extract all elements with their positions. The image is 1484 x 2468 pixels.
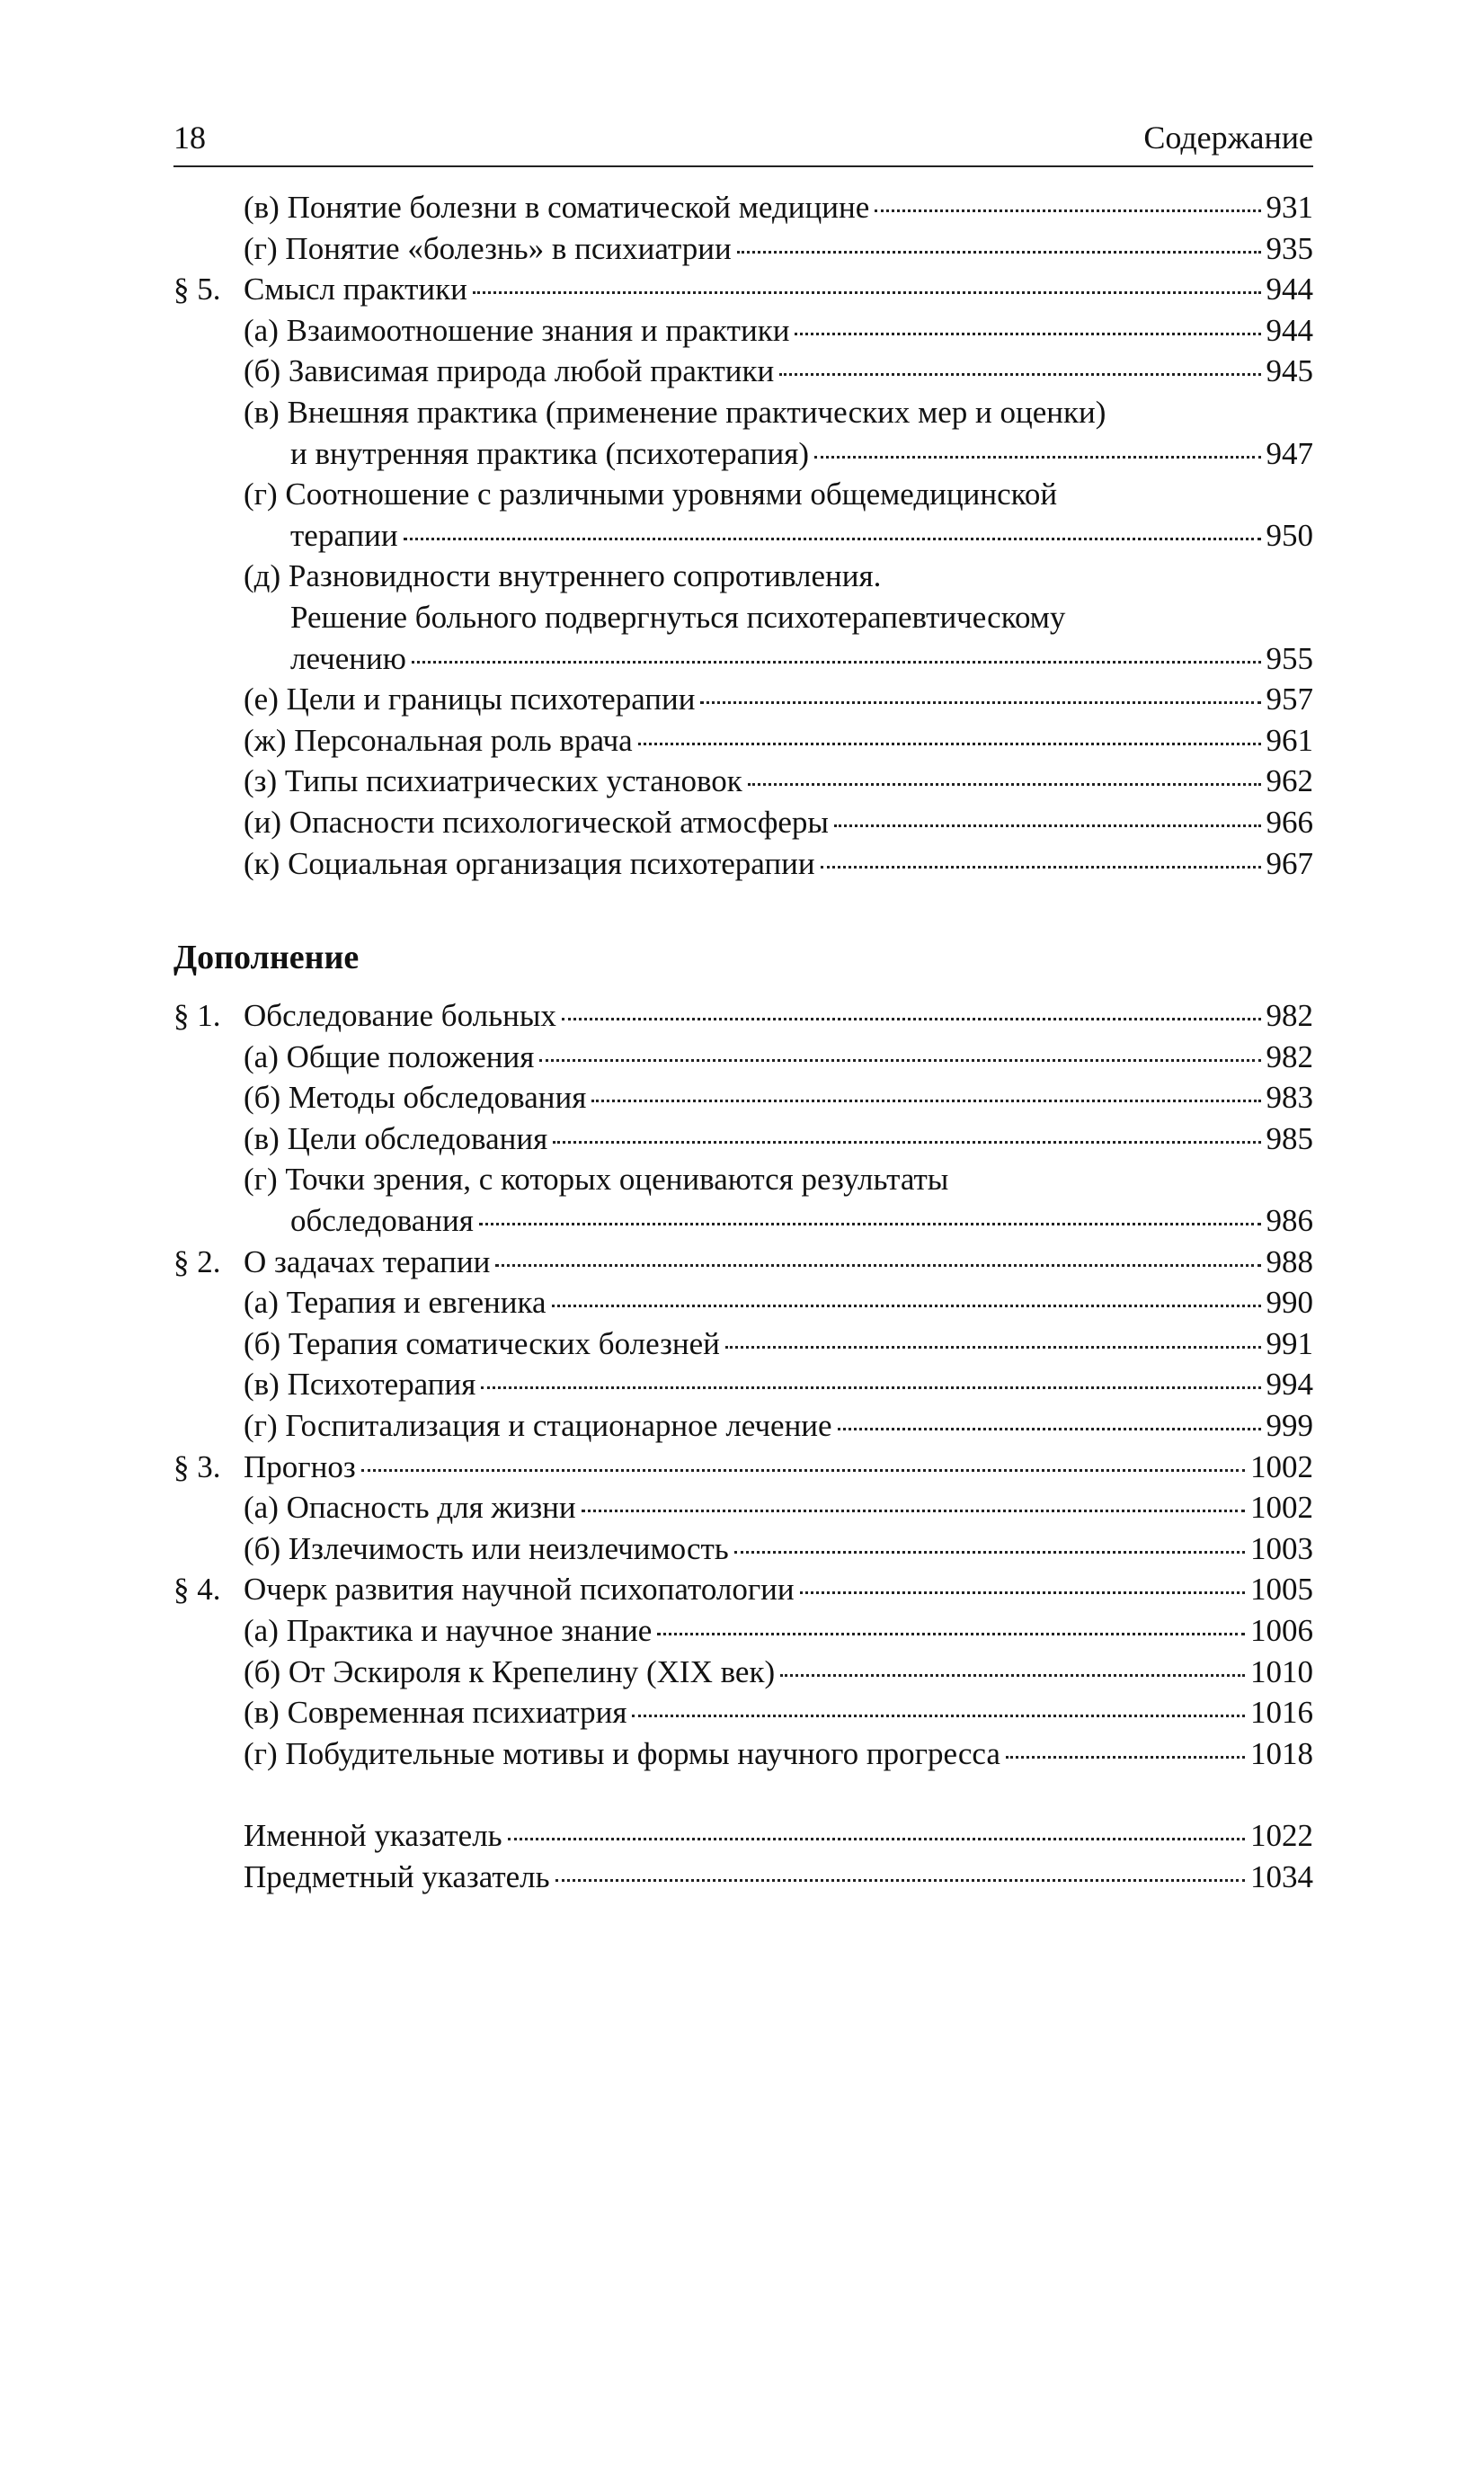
dot-leader: [821, 866, 1261, 869]
toc-subsection-entry: [173, 1815, 1313, 1857]
entry-title: (и) Опасности психологической атмосферы: [244, 804, 829, 840]
toc-subsection-entry: [173, 1118, 1313, 1160]
dot-leader: [795, 333, 1260, 335]
entry-title: терапии: [290, 517, 398, 553]
entry-title: (а) Взаимоотношение знания и практики: [244, 312, 790, 348]
toc-entry-row: [173, 1692, 1313, 1733]
entry-page-number: 955: [1266, 640, 1313, 676]
section-number: § 5.: [173, 272, 221, 307]
dot-leader: [780, 1674, 1245, 1677]
entry-page-number: 944: [1266, 272, 1313, 307]
page-number: 18: [173, 120, 206, 156]
entry-title: (а) Общие положения: [244, 1038, 535, 1074]
entry-page-number: 947: [1266, 435, 1313, 471]
dot-leader: [800, 1591, 1245, 1594]
entry-page-number: 1006: [1250, 1613, 1313, 1648]
toc-subsection-entry: [173, 1857, 1313, 1898]
dot-leader: [834, 824, 1261, 827]
entry-title: (б) От Эскироля к Крепелину (XIX век): [244, 1653, 776, 1689]
dot-leader: [638, 743, 1261, 745]
toc-subsection-entry: [173, 1528, 1313, 1570]
entry-title: (з) Типы психиатрических установок: [244, 763, 742, 799]
entry-title: (а) Опасность для жизни: [244, 1490, 576, 1526]
dot-leader: [473, 291, 1261, 294]
entry-page-number: 991: [1266, 1325, 1313, 1361]
toc-entry-row: [173, 761, 1313, 802]
toc-subsection-entry: [173, 474, 1313, 556]
toc-subsection-entry: [173, 1692, 1313, 1733]
toc-entry-row: [173, 679, 1313, 720]
entry-title: (в) Психотерапия: [244, 1367, 476, 1403]
toc-list-main: [173, 187, 1313, 884]
entry-title: (ж) Персональная роль врача: [244, 722, 633, 758]
toc-entry-row: [173, 1857, 1313, 1898]
entry-title: (а) Практика и научное знание: [244, 1613, 653, 1648]
toc-entry-row: [173, 802, 1313, 843]
dot-leader: [779, 373, 1260, 376]
dot-leader: [404, 538, 1261, 540]
entry-title-line: (г) Точки зрения, с которых оцениваются результаты: [244, 1162, 949, 1198]
toc-entry-row: [173, 433, 1313, 475]
entry-title: (б) Зависимая природа любой практики: [244, 353, 775, 389]
appendix-heading: Дополнение: [173, 939, 360, 977]
entry-page-number: 945: [1266, 353, 1313, 389]
toc-subsection-entry: [173, 556, 1313, 679]
section-number: § 3.: [173, 1448, 221, 1484]
dot-leader: [737, 251, 1261, 254]
dot-leader: [508, 1838, 1245, 1840]
entry-page-number: 950: [1266, 517, 1313, 553]
dot-leader: [875, 209, 1260, 212]
dot-leader: [539, 1059, 1260, 1062]
toc-subsection-entry: [173, 1037, 1313, 1078]
toc-section-entry: [173, 995, 1313, 1037]
toc-entry-row: [173, 1242, 1313, 1283]
entry-title: Именной указатель: [244, 1818, 502, 1854]
toc-subsection-entry: [173, 1652, 1313, 1693]
toc-section-entry: [173, 1447, 1313, 1488]
entry-title: (г) Понятие «болезнь» в психиатрии: [244, 230, 732, 266]
toc-subsection-entry: [173, 1610, 1313, 1652]
toc-section-entry: [173, 1242, 1313, 1283]
toc-subsection-entry: [173, 392, 1313, 474]
entry-page-number: 1002: [1250, 1448, 1313, 1484]
dot-leader: [481, 1386, 1260, 1389]
entry-title: (в) Понятие болезни в соматической медицине: [244, 190, 870, 225]
dot-leader: [361, 1469, 1245, 1472]
toc-entry-row: [173, 638, 1313, 680]
dot-leader: [582, 1510, 1245, 1512]
dot-leader: [632, 1715, 1245, 1717]
entry-page-number: 1018: [1250, 1735, 1313, 1771]
section-number: § 2.: [173, 1243, 221, 1279]
toc-subsection-entry: [173, 1733, 1313, 1775]
toc-subsection-entry: [173, 228, 1313, 270]
entry-page-number: 931: [1266, 190, 1313, 225]
toc-entry-row: [173, 1652, 1313, 1693]
entry-page-number: 982: [1266, 998, 1313, 1034]
entry-title: О задачах терапии: [244, 1243, 491, 1279]
dot-leader: [412, 661, 1261, 664]
toc-section-entry: [173, 269, 1313, 310]
entry-title: (а) Терапия и евгеника: [244, 1285, 547, 1321]
entry-title-line: (в) Внешняя практика (применение практических мер и оценки): [244, 394, 1106, 430]
section-number: § 1.: [173, 998, 221, 1034]
entry-title: Обследование больных: [244, 998, 556, 1034]
toc-entry-row: [173, 843, 1313, 885]
entry-page-number: 966: [1266, 804, 1313, 840]
entry-page-number: 1010: [1250, 1653, 1313, 1689]
dot-leader: [591, 1100, 1260, 1102]
dot-leader: [657, 1633, 1245, 1635]
entry-page-number: 986: [1266, 1203, 1313, 1239]
toc-entry-row: [173, 1487, 1313, 1528]
toc-list-appendix: [173, 995, 1313, 1774]
toc-subsection-entry: [173, 1282, 1313, 1323]
toc-subsection-entry: [173, 1405, 1313, 1447]
section-number: § 4.: [173, 1572, 221, 1608]
entry-title: Смысл практики: [244, 272, 467, 307]
dot-leader: [700, 701, 1260, 704]
toc-entry-row: [173, 1405, 1313, 1447]
toc-entry-row: [173, 720, 1313, 762]
running-head: [173, 115, 1313, 167]
toc-entry-row: [173, 1610, 1313, 1652]
entry-title: (к) Социальная организация психотерапии: [244, 845, 815, 881]
entry-page-number: 988: [1266, 1243, 1313, 1279]
entry-title: (г) Побудительные мотивы и формы научного прогресса: [244, 1735, 1000, 1771]
entry-page-number: 1022: [1250, 1818, 1313, 1854]
entry-page-number: 935: [1266, 230, 1313, 266]
dot-leader: [814, 456, 1261, 459]
entry-title: (б) Терапия соматических болезней: [244, 1325, 720, 1361]
toc-subsection-entry: [173, 1159, 1313, 1241]
toc-subsection-entry: [173, 720, 1313, 762]
entry-page-number: 983: [1266, 1080, 1313, 1116]
toc-subsection-entry: [173, 843, 1313, 885]
entry-title: Очерк развития научной психопатологии: [244, 1572, 795, 1608]
toc-subsection-entry: [173, 761, 1313, 802]
toc-entry-row: [173, 1815, 1313, 1857]
entry-title: и внутренняя практика (психотерапия): [290, 435, 809, 471]
toc-entry-row: [173, 1118, 1313, 1160]
entry-title: обследования: [290, 1203, 474, 1239]
toc-list-indexes: [173, 1815, 1313, 1897]
entry-title: Предметный указатель: [244, 1858, 550, 1894]
toc-entry-row: [173, 1037, 1313, 1078]
entry-page-number: 999: [1266, 1408, 1313, 1444]
toc-entry-row: [173, 1733, 1313, 1775]
toc-section-entry: [173, 1569, 1313, 1610]
toc-subsection-entry: [173, 679, 1313, 720]
book-page: [173, 115, 1313, 1898]
toc-entry-row: [173, 1447, 1313, 1488]
entry-page-number: 957: [1266, 682, 1313, 717]
dot-leader: [555, 1879, 1245, 1882]
entry-title-line: (д) Разновидности внутреннего сопротивления.: [244, 558, 882, 594]
toc-subsection-entry: [173, 351, 1313, 392]
dot-leader: [495, 1264, 1260, 1267]
toc-entry-row: [173, 1077, 1313, 1118]
toc-entry-row: [173, 1364, 1313, 1405]
dot-leader: [725, 1346, 1261, 1349]
toc-entry-row: [173, 995, 1313, 1037]
toc-subsection-entry: [173, 187, 1313, 228]
dot-leader: [734, 1551, 1245, 1554]
toc-subsection-entry: [173, 1323, 1313, 1365]
dot-leader: [552, 1305, 1261, 1307]
toc-entry-row: [173, 515, 1313, 557]
entry-title: (в) Цели обследования: [244, 1120, 548, 1156]
entry-page-number: 990: [1266, 1285, 1313, 1321]
entry-title: лечению: [290, 640, 406, 676]
entry-page-number: 1005: [1250, 1572, 1313, 1608]
toc-subsection-entry: [173, 310, 1313, 352]
toc-entry-row: [173, 310, 1313, 352]
entry-title: (е) Цели и границы психотерапии: [244, 682, 696, 717]
toc-entry-row: [173, 187, 1313, 228]
dot-leader: [748, 783, 1261, 786]
entry-page-number: 1002: [1250, 1490, 1313, 1526]
toc-subsection-entry: [173, 802, 1313, 843]
dot-leader: [553, 1141, 1260, 1144]
toc-entry-row: [173, 1528, 1313, 1570]
entry-page-number: 944: [1266, 312, 1313, 348]
entry-page-number: 1003: [1250, 1530, 1313, 1566]
dot-leader: [479, 1223, 1261, 1225]
entry-title: (г) Госпитализация и стационарное лечение: [244, 1408, 832, 1444]
toc-entry-row: [173, 1200, 1313, 1242]
entry-page-number: 1034: [1250, 1858, 1313, 1894]
entry-page-number: 967: [1266, 845, 1313, 881]
dot-leader: [838, 1428, 1261, 1430]
toc-entry-row: [173, 269, 1313, 310]
entry-title-line: Решение больного подвергнуться психотерапевтическому: [290, 599, 1066, 635]
entry-page-number: 961: [1266, 722, 1313, 758]
entry-title: (б) Излечимость или неизлечимость: [244, 1530, 729, 1566]
entry-page-number: 982: [1266, 1038, 1313, 1074]
toc-entry-row: [173, 1569, 1313, 1610]
entry-title: Прогноз: [244, 1448, 356, 1484]
toc-entry-row: [173, 351, 1313, 392]
entry-title-line: (г) Соотношение с различными уровнями общемедицинской: [244, 477, 1058, 512]
entry-title: (б) Методы обследования: [244, 1080, 587, 1116]
toc-entry-row: [173, 1323, 1313, 1365]
dot-leader: [562, 1018, 1261, 1020]
toc-subsection-entry: [173, 1077, 1313, 1118]
entry-page-number: 994: [1266, 1367, 1313, 1403]
toc-entry-row: [173, 1282, 1313, 1323]
entry-page-number: 985: [1266, 1120, 1313, 1156]
toc-entry-row: [173, 228, 1313, 270]
toc-subsection-entry: [173, 1364, 1313, 1405]
dot-leader: [1006, 1756, 1245, 1759]
entry-page-number: 1016: [1250, 1695, 1313, 1731]
entry-title: (в) Современная психиатрия: [244, 1695, 627, 1731]
running-title: Содержание: [1143, 120, 1313, 156]
toc-subsection-entry: [173, 1487, 1313, 1528]
entry-page-number: 962: [1266, 763, 1313, 799]
